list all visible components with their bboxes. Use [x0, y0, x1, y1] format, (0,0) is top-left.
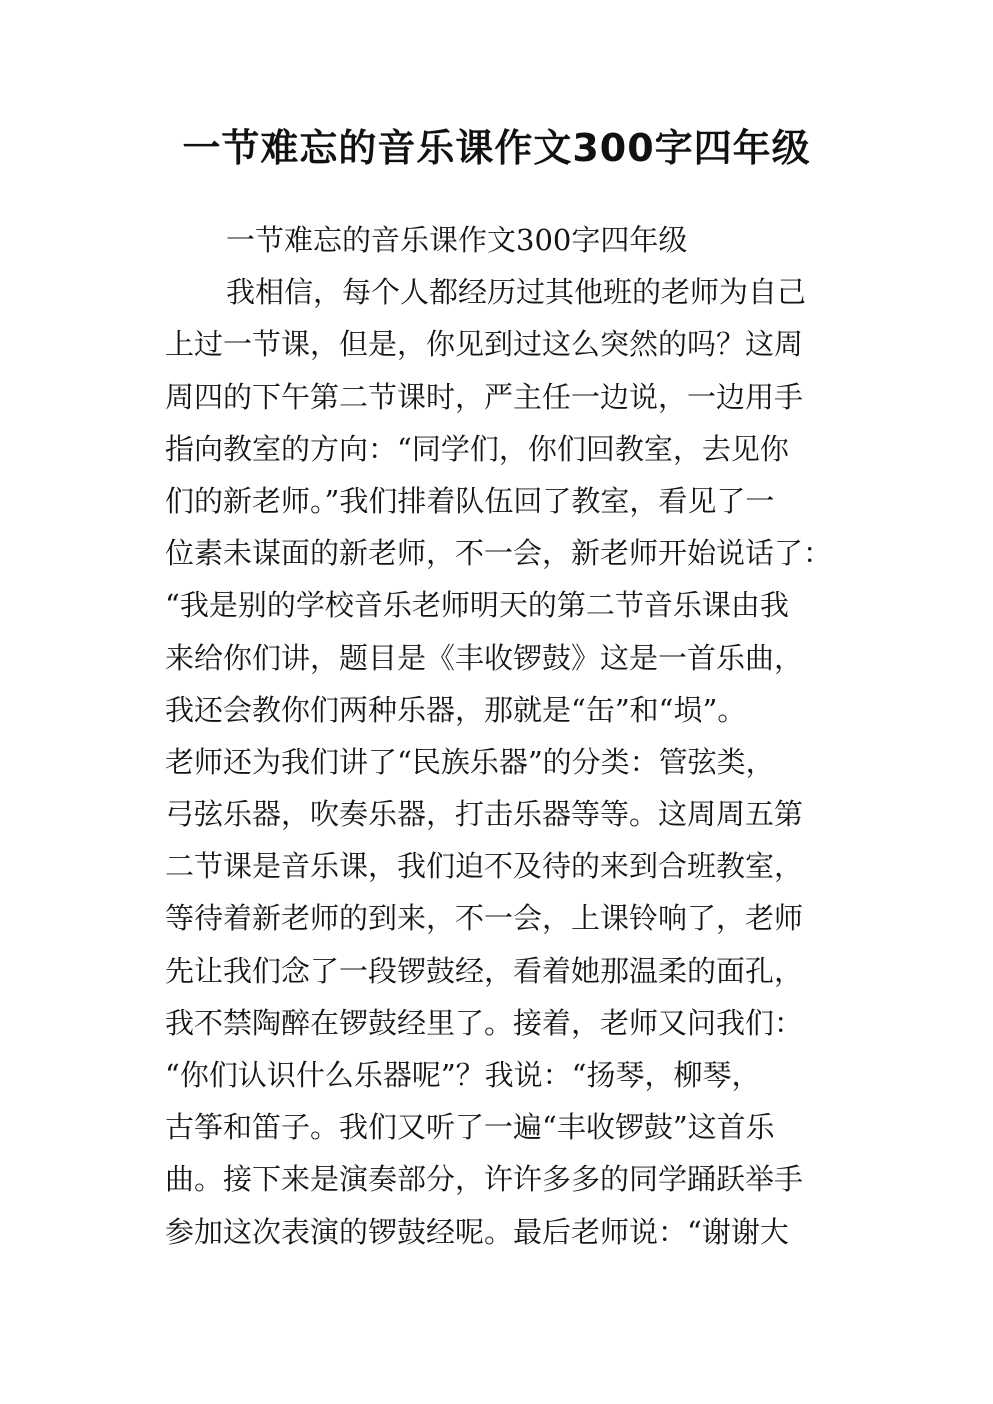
paragraph-line: 曲。接下来是演奏部分，许许多多的同学踊跃举手: [165, 1162, 804, 1197]
paragraph-line: 弓弦乐器，吹奏乐器，打击乐器等等。这周周五第: [165, 797, 804, 832]
paragraph-line: 先让我们念了一段锣鼓经，看着她那温柔的面孔，: [165, 953, 804, 988]
paragraph-line: 指向教室的方向：“同学们，你们回教室，去见你: [165, 431, 789, 466]
document-title: 一节难忘的音乐课作文300字四年级: [182, 126, 811, 170]
paragraph-line: 二节课是音乐课，我们迫不及待的来到合班教室，: [165, 849, 804, 884]
paragraph-line: 参加这次表演的锣鼓经呢。最后老师说：“谢谢大: [165, 1214, 789, 1249]
essay-subtitle-line: 一节难忘的音乐课作文300字四年级: [226, 223, 688, 257]
paragraph-line: 古筝和笛子。我们又听了一遍“丰收锣鼓”这首乐: [165, 1110, 775, 1145]
paragraph-line: 们的新老师。”我们排着队伍回了教室，看见了一: [165, 483, 775, 518]
paragraph-line: 上过一节课，但是，你见到过这么突然的吗？这周: [165, 327, 804, 362]
paragraph-first-line: 我相信，每个人都经历过其他班的老师为自己: [226, 275, 807, 310]
essay-body: [165, 214, 835, 1258]
paragraph-line: 周四的下午第二节课时，严主任一边说，一边用手: [165, 379, 804, 414]
paragraph-line: 来给你们讲，题目是《丰收锣鼓》这是一首乐曲，: [165, 640, 804, 675]
paragraph-line: 老师还为我们讲了“民族乐器”的分类：管弦类，: [165, 744, 775, 779]
paragraph-line: “你们认识什么乐器呢”？我说：“扬琴，柳琴，: [165, 1058, 761, 1092]
paragraph-line: “我是别的学校音乐老师明天的第二节音乐课由我: [165, 588, 789, 623]
paragraph-line: 等待着新老师的到来，不一会，上课铃响了，老师: [165, 901, 804, 936]
paragraph-line: 我还会教你们两种乐器，那就是“缶”和“埙”。: [165, 692, 747, 727]
paragraph-line: 我不禁陶醉在锣鼓经里了。接着，老师又问我们：: [165, 1005, 804, 1040]
paragraph-line: 位素未谋面的新老师，不一会，新老师开始说话了：: [165, 536, 833, 571]
